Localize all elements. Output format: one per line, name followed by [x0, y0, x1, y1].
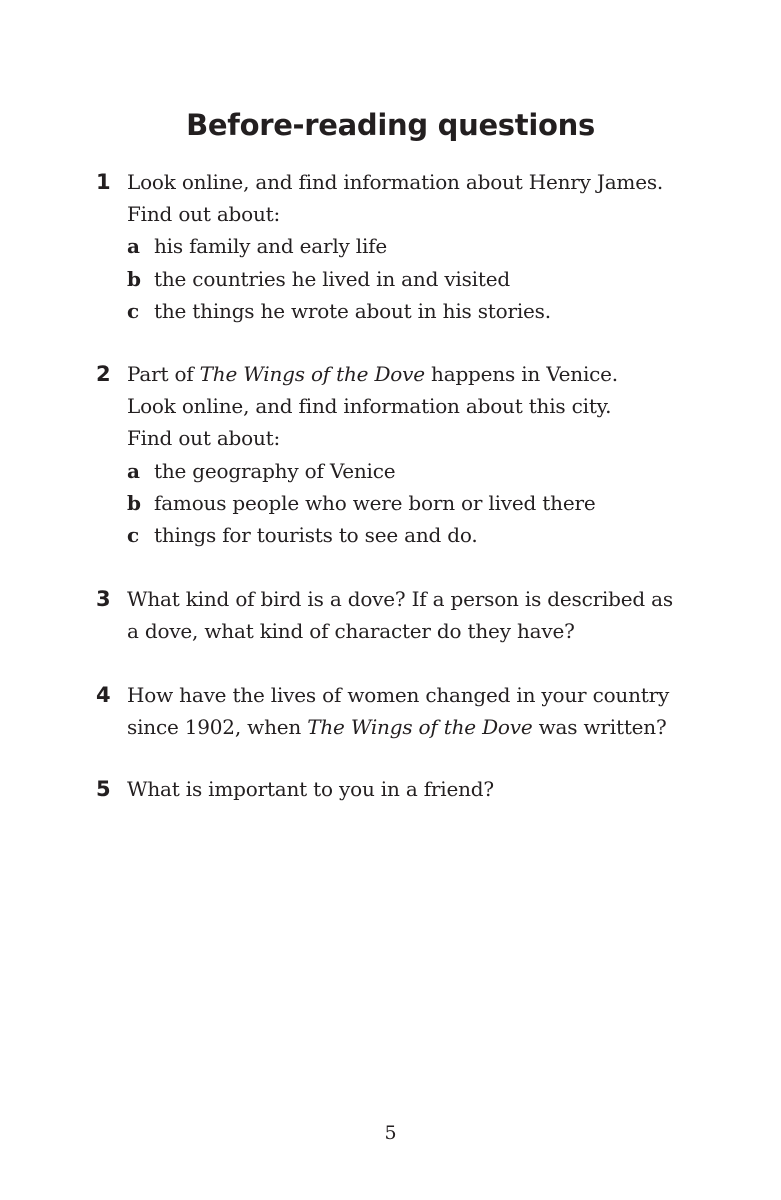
question-text-line: Look online, and find information about Henry James.	[127, 170, 664, 194]
question-number: 4	[96, 683, 111, 707]
item-letter: b	[127, 490, 141, 515]
item-text: the things he wrote about in his stories.	[154, 298, 551, 323]
text-run: Part of	[127, 362, 200, 386]
question-number: 1	[96, 170, 111, 194]
question-number: 2	[96, 362, 111, 386]
list-item	[127, 295, 717, 327]
item-text: things for tourists to see and do.	[154, 523, 478, 548]
item-text: famous people who were born or lived there	[154, 490, 596, 515]
question-text-line	[127, 358, 717, 390]
text-run: happens in Venice.	[424, 362, 618, 386]
item-text: the geography of Venice	[154, 458, 396, 483]
question-body	[127, 679, 717, 743]
question-number: 3	[96, 587, 111, 611]
list-item	[127, 487, 717, 519]
question-text-line	[127, 711, 717, 743]
book-title: The Wings of the Dove	[199, 362, 425, 386]
question-text-line: What kind of bird is a dove? If a person is described as	[127, 587, 673, 611]
item-letter: c	[127, 298, 139, 323]
item-letter: a	[127, 234, 140, 259]
question-text-line: What is important to you in a friend?	[127, 777, 494, 801]
question-text-line: Find out about:	[127, 426, 281, 451]
list-item	[127, 455, 717, 487]
list-item	[127, 519, 717, 551]
item-text: his family and early life	[154, 234, 388, 259]
book-title: The Wings of the Dove	[307, 715, 533, 740]
question-body	[127, 583, 717, 647]
list-item	[127, 263, 717, 295]
page-title: Before-reading questions	[186, 108, 595, 142]
question-body	[127, 773, 717, 805]
question-text-line: Find out about:	[127, 202, 281, 227]
text-run: since 1902, when	[127, 715, 308, 740]
text-run: was written?	[532, 715, 667, 740]
question-body	[127, 358, 717, 551]
item-letter: b	[127, 266, 141, 291]
question-text-line: a dove, what kind of character do they have?	[127, 619, 575, 644]
item-letter: a	[127, 458, 140, 483]
question-number: 5	[96, 777, 111, 801]
item-letter: c	[127, 523, 139, 548]
question-text-line: Look online, and find information about this city.	[127, 394, 612, 419]
item-text: the countries he lived in and visited	[154, 266, 510, 291]
question-text-line: How have the lives of women changed in your country	[127, 683, 670, 707]
page-number: 5	[384, 1122, 397, 1144]
list-item	[127, 230, 717, 262]
question-body	[127, 166, 717, 327]
